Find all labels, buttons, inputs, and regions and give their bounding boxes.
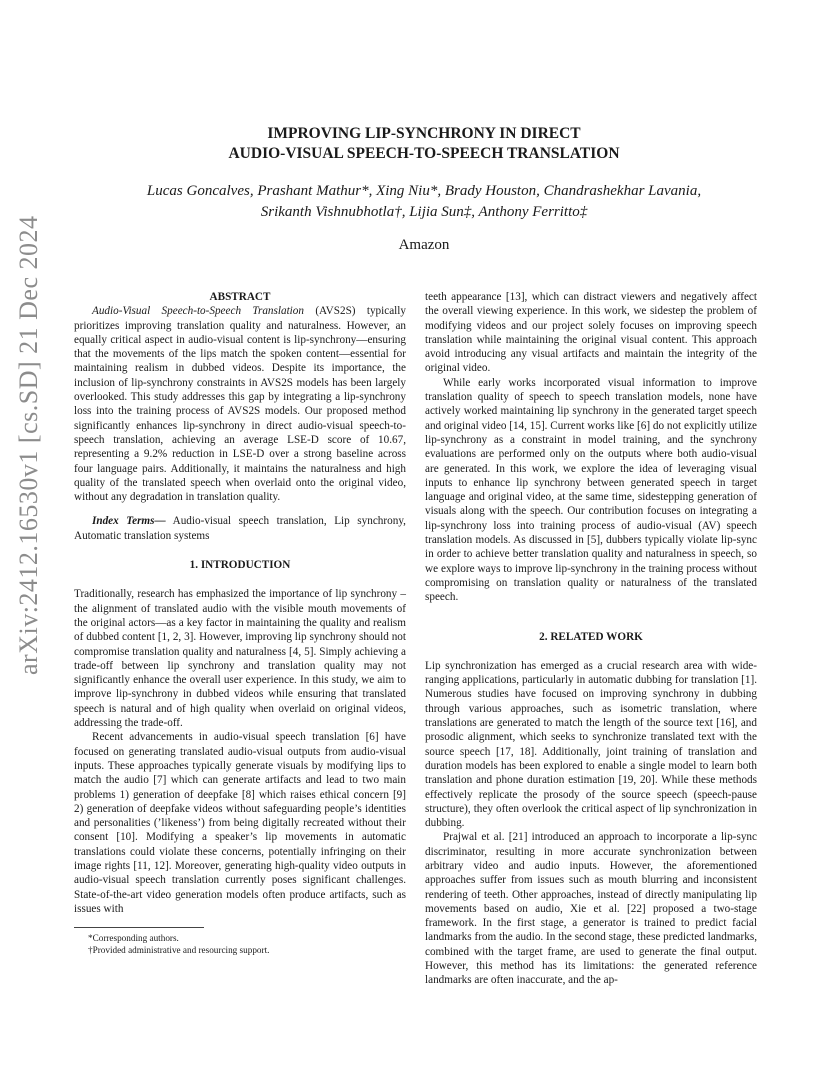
footnote-rule xyxy=(74,927,204,928)
authors-line-2: Srikanth Vishnubhotla†, Lijia Sun‡, Anthony Ferritto‡ xyxy=(260,204,588,220)
author-list xyxy=(74,181,774,223)
arxiv-watermark: arXiv:2412.16530v1 [cs.SD] 21 Dec 2024 xyxy=(14,215,43,675)
related-paragraph-2: Prajwal et al. [21] introduced an approach to incorporate a lip-sync discriminator, resulting in more accurate synchronization between arbitrary video and audio inputs. However, the aforementioned approaches suffer from issues such as mouth blurring and inconsistent rendering of teeth. Other approaches, instead of directly manipulating lip movements based on audio, Xie et al. [22] proposed a two-stage framework. In the first stage, a generator is trained to predict facial landmarks from the audio. In the second stage, these predicted landmarks, combined with the target frame, are used to generate the final output. However, this method has its limitations: the generated reference landmarks are often inaccurate, and the ap- xyxy=(425,831,757,987)
right-paragraph-1: teeth appearance [13], which can distract viewers and negatively affect the overall viewing experience. In this work, we sidestep the problem of modifying videos and our project solely focuses on improving speech translation while maintaining the original visual content. This approach avoid introducing any visual artifacts and maintain the integrity of the original video. xyxy=(425,291,757,375)
intro-paragraph-2: Recent advancements in audio-visual speech translation [6] have focused on generating translated audio-visual outputs from audio-visual inputs. These approaches typically generate visuals by modifying lips to match the audio [7] which can generate artifacts and lead to two main problems 1) generation of deepfake [8] which raises ethical concern [9] 2) generation of deepfake videos without safeguarding people’s identities and personalities (’likeness’) from being digitally recreated without their consent [10]. Modifying a speaker’s lip movements in automatic translations could violate these concerns, potentially infringing on their image rights [11, 12]. Moreover, generating high-quality video outputs in audio-visual speech translation currently poses significant challenges. State-of-the-art video generation models often produce artifacts, such as issues with xyxy=(74,731,406,915)
left-column xyxy=(74,290,406,956)
related-work-heading: 2. RELATED WORK xyxy=(539,630,643,643)
abstract-body: (AVS2S) typically prioritizes improving translation quality and naturalness. However, an equally critical aspect in audio-visual content is lip-synchrony—ensuring that the movements of the lips match the spoken content—essential for maintaining realism in dubbed videos. Despite its importance, the inclusion of lip-synchrony constraints in AVS2S models has been largely overlooked. This study addresses this gap by integrating a lip-synchrony loss into the training process of AVS2S models. Our proposed method significantly enhances lip-synchrony in direct audio-visual speech-to-speech translation, achieving an average LSE-D score of 10.67, representing a 9.2% reduction in LSE-D over a strong baseline across four language pairs. Additionally, it maintains the naturalness and high quality of the translated speech when overlaid onto the original video, without any degradation in translation quality. xyxy=(74,305,406,504)
related-paragraph-1: Lip synchronization has emerged as a crucial research area with wide-ranging applications, particularly in automatic dubbing for translation [1]. Numerous studies have focused on improving synchrony in dubbing through various approaches, such as isometric translation, where translations are generated to match the length of the source text [16], and prosodic alignment, which seeks to synchronize translated text with the source speech [17, 18]. Additionally, joint training of translation and duration models has been explored to enable a single model to learn both translation and phone duration estimation [19, 20]. While these methods effectively replicate the prosody of the source speech (speech-pause structure), they often overlook the critical aspect of lip synchronization in dubbing. xyxy=(425,659,757,830)
right-column xyxy=(425,290,757,988)
affiliation: Amazon xyxy=(398,237,450,253)
footnote-support: †Provided administrative and resourcing support. xyxy=(88,945,270,956)
right-paragraph-2: While early works incorporated visual information to improve translation quality of speech to speech translation models, none have actively worked maintaining lip synchrony in the generated target speech and original video [14, 15]. Current works like [6] do not explicitly utilize lip-synchrony as a constraint in model training, and the synchrony evaluations are performed only on the outputs where both audio-visual are generated. In this work, we explore the idea of leveraging visual inputs to enhance lip synchrony between generated speech in target language and original video, at the same time, sidestepping generation of visuals along with the speech. Our contribution focuses on integrating a lip-synchrony loss into training process of audio-visual (AV) speech translation models. As discussed in [5], dubbers typically violate lip-sync in order to achieve better translation quality and naturalness in speech, so we explore ways to improve lip-synchrony in the training process without compromising on translation quality or naturalness of the translated speech. xyxy=(425,376,757,604)
paper-title xyxy=(74,124,774,164)
abstract-heading: ABSTRACT xyxy=(209,291,271,303)
title-line-2: AUDIO-VISUAL SPEECH-TO-SPEECH TRANSLATION xyxy=(228,145,620,162)
footnote-corresponding: *Corresponding authors. xyxy=(88,933,179,944)
index-terms xyxy=(74,514,406,543)
intro-heading: 1. INTRODUCTION xyxy=(189,559,291,572)
intro-paragraph-1: Traditionally, research has emphasized the importance of lip synchrony – the alignment of translated audio with the visible mouth movements of the original actors—as a key factor in maintaining the quality and realism of dubbed content [1, 2, 3]. However, improving lip synchrony should not compromise translation quality and naturalness [4, 5]. Simply achieving a trade-off between lip synchrony and translation quality may not significantly enhance the overall user experience. In this study, we aim to improve lip-synchrony in dubbed videos while ensuring that translated speech is natural and of high quality when overlaid on original videos, addressing the trade-off. xyxy=(74,588,406,730)
index-terms-label: Index Terms— xyxy=(92,515,166,528)
authors-line-1: Lucas Goncalves, Prashant Mathur*, Xing Niu*, Brady Houston, Chandrashekhar Lavania, xyxy=(146,183,702,199)
index-terms-text: Audio-visual speech translation, Lip synchrony, Automatic translation systems xyxy=(74,515,406,542)
abstract-italic-lead: Audio-Visual Speech-to-Speech Translation xyxy=(92,305,304,318)
abstract-text xyxy=(74,304,406,504)
title-line-1: IMPROVING LIP-SYNCHRONY IN DIRECT xyxy=(267,125,581,142)
